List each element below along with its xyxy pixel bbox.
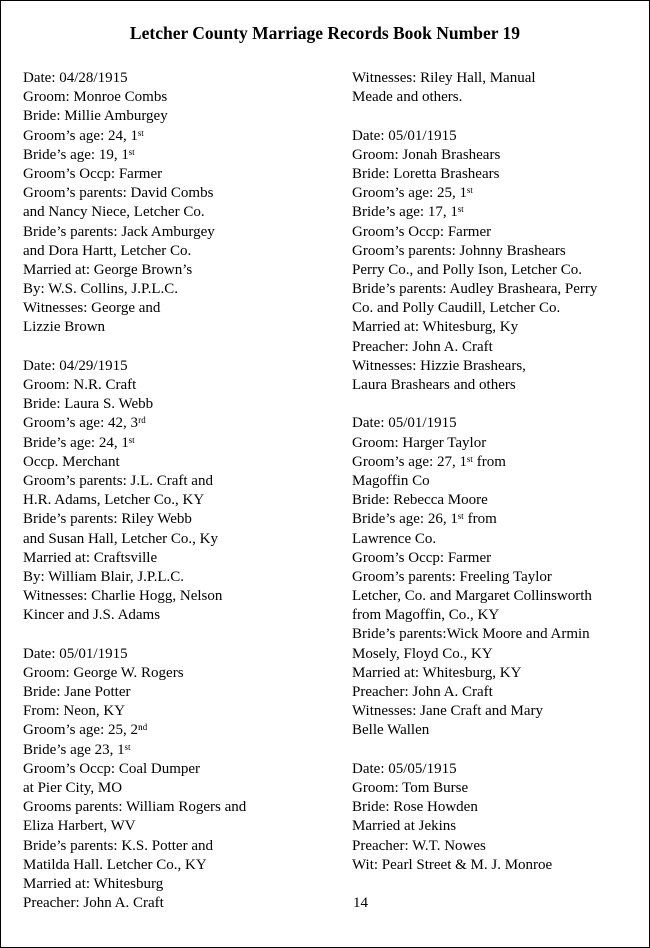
record-line: Groom’s parents: J.L. Craft and [23,472,213,489]
record-line: and Susan Hall, Letcher Co., Ky [23,530,218,547]
record-line: and Nancy Niece, Letcher Co. [23,204,205,221]
record-line: Bride’s parents: Jack Amburgey [23,223,215,240]
record-line: Witnesses: Hizzie Brashears, [352,357,526,374]
record-line: Witnesses: Riley Hall, Manual [352,70,536,86]
left-column [23,69,343,913]
record-line: Groom’s Occp: Farmer [352,223,492,240]
record-line: Groom: George W. Rogers [23,664,184,681]
record-line: Groom’s Occp: Coal Dumper [23,760,201,777]
record-line: H.R. Adams, Letcher Co., KY [23,492,205,509]
record-line: Letcher, Co. and Margaret Collinsworth [352,588,592,605]
record-separator [352,395,642,414]
record-line: Groom’s age: 25, 2ⁿᵈ [23,722,148,739]
record-line: Date: 05/01/1915 [352,127,457,144]
record-line: Date: 04/29/1915 [23,357,128,374]
record-line: Date: 05/05/1915 [352,760,457,777]
record-line: Married at: Whitesburg, Ky [352,319,519,336]
record-line: Lizzie Brown [23,319,106,336]
record-line: From: Neon, KY [23,703,126,720]
record-line: Bride’s age: 26, 1ˢᵗ from [352,511,497,528]
record-line: Bride: Laura S. Webb [23,396,154,413]
record-line: Groom: N.R. Craft [23,377,137,393]
record-line: Groom’s age: 42, 3ʳᵈ [23,415,146,432]
record-line: Witnesses: George and [23,300,161,317]
record-line: and Dora Hartt, Letcher Co. [23,242,192,259]
record-line: Married at: Whitesburg [23,875,164,892]
record-line: By: William Blair, J.P.L.C. [23,568,185,585]
record-line: Married at Jekins [352,818,457,835]
record-line: Groom’s parents: Johnny Brashears [352,242,566,259]
record-line: Groom: Jonah Brashears [352,146,501,163]
record-line: Bride’s age: 19, 1ˢᵗ [23,146,135,163]
record-line: Groom’s age: 25, 1ˢᵗ [352,185,474,202]
record-line: Bride: Jane Potter [23,684,131,700]
record-line: Bride’s parents: Riley Webb [23,511,192,528]
record-line: Bride’s age: 24, 1ˢᵗ [23,434,135,451]
record-line: Kincer and J.S. Adams [23,607,161,624]
record-line: Groom’s parents: David Combs [23,185,214,202]
record-separator [23,338,343,357]
record-line: By: W.S. Collins, J.P.L.C. [23,281,179,298]
record-line: at Pier City, MO [23,779,123,796]
record-line: Groom’s age: 24, 1ˢᵗ [23,127,145,144]
record-line: Perry Co., and Polly Ison, Letcher Co. [352,261,582,278]
record-line: Groom’s age: 27, 1ˢᵗ from [352,453,506,470]
record-line: Lawrence Co. [352,530,437,547]
record-line: Magoffin Co [352,472,430,489]
record-line: Preacher: John A. Craft [352,338,493,355]
record-line: Groom: Harger Taylor [352,434,487,451]
record-line: Wit: Pearl Street & M. J. Monroe [352,856,553,873]
record-line: Bride’s parents: Audley Brasheara, Perry [352,281,598,298]
record-separator [23,625,343,644]
record-line: Mosely, Floyd Co., KY [352,645,493,662]
page-number: 14 [353,895,368,911]
record-line: Matilda Hall. Letcher Co., KY [23,856,207,873]
record-line: Bride’s age 23, 1ˢᵗ [23,741,131,758]
record-line: Meade and others. [352,89,463,106]
record-line: Bride’s age: 17, 1ˢᵗ [352,204,464,221]
record-line: Bride’s parents:Wick Moore and Armin [352,626,590,643]
record-line: Bride: Loretta Brashears [352,165,500,182]
record-line: Occp. Merchant [23,453,120,470]
record-line: Belle Wallen [352,722,430,739]
record-line: Preacher: John A. Craft [23,895,164,912]
record-line: Married at: Whitesburg, KY [352,664,522,681]
record-separator [352,107,642,126]
record-line: Groom’s Occp: Farmer [352,549,492,566]
record-line: Date: 05/01/1915 [352,415,457,432]
right-column [352,69,642,875]
record-line: Groom: Tom Burse [352,779,469,796]
record-line: Groom: Monroe Combs [23,89,168,106]
record-line: Preacher: John A. Craft [352,684,493,700]
record-separator [352,741,642,760]
record-line: Bride: Rose Howden [352,799,478,816]
record-line: Bride: Rebecca Moore [352,492,488,509]
record-line: from Magoffin, Co., KY [352,607,500,624]
record-line: Witnesses: Jane Craft and Mary [352,703,544,720]
record-line: Groom’s parents: Freeling Taylor [352,568,552,585]
record-line: Married at: Craftsville [23,549,158,566]
record-line: Bride’s parents: K.S. Potter and [23,837,213,854]
record-line: Witnesses: Charlie Hogg, Nelson [23,588,223,605]
record-line: Bride: Millie Amburgey [23,108,168,125]
page-title: Letcher County Marriage Records Book Number 19 [129,23,521,43]
record-line: Grooms parents: William Rogers and [23,799,247,816]
record-line: Date: 05/01/1915 [23,645,128,662]
record-line: Preacher: W.T. Nowes [352,837,486,854]
record-line: Married at: George Brown’s [23,261,193,278]
record-line: Groom’s Occp: Farmer [23,165,163,182]
record-line: Eliza Harbert, WV [23,818,136,835]
record-line: Date: 04/28/1915 [23,70,128,86]
record-line: Laura Brashears and others [352,377,516,393]
record-line: Co. and Polly Caudill, Letcher Co. [352,300,561,317]
